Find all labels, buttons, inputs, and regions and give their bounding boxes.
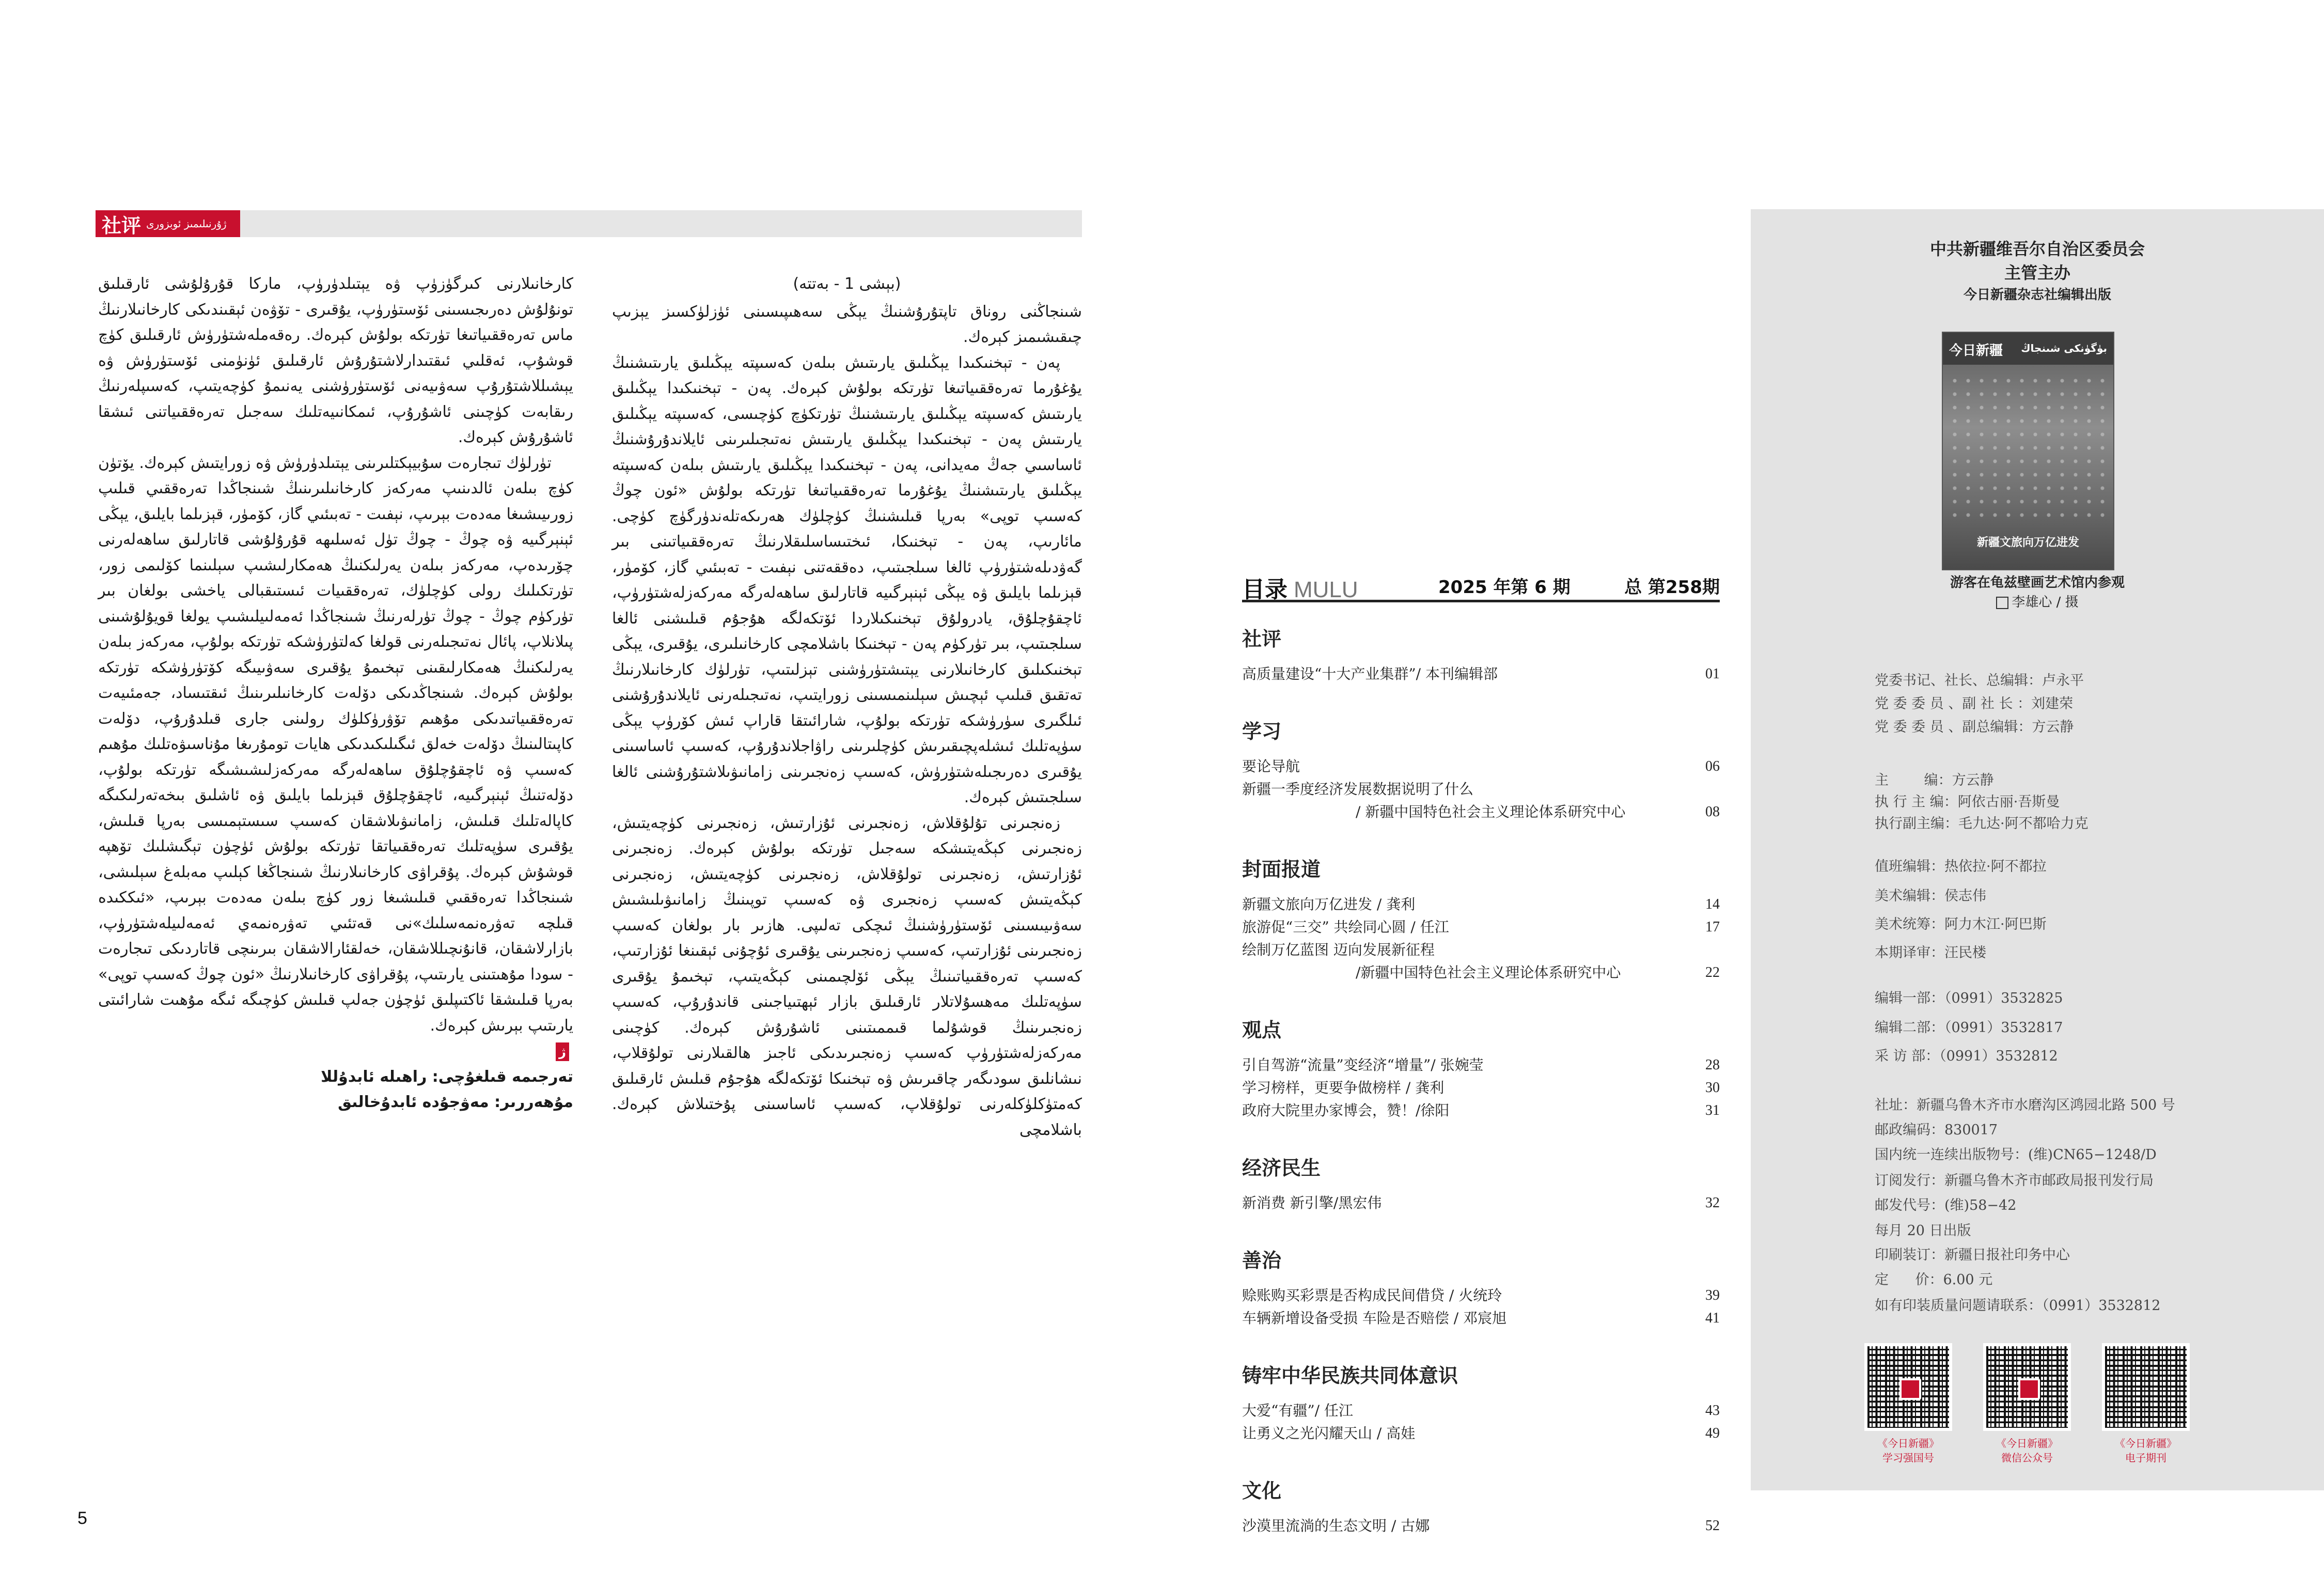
toc-entry-title: 让勇义之光闪耀天山 / 高娃 <box>1242 1425 1416 1442</box>
toc-entry[interactable] <box>1242 1284 1720 1307</box>
staff-line: 订阅发行：新疆乌鲁木齐市邮政局报刊发行局 <box>1875 1173 2154 1189</box>
end-mark-line <box>98 1038 573 1064</box>
staff-line: 编辑一部：（0991）3532825 <box>1875 990 2063 1006</box>
toc-total-issue: 总 第258期 <box>1624 577 1720 598</box>
cover-headline: 新疆文旅向万亿进发 <box>1976 536 2079 549</box>
staff-line: 定 价：6.00 元 <box>1875 1272 1993 1288</box>
toc-entry-title: 高质量建设“十大产业集群”/ 本刊编辑部 <box>1242 665 1498 682</box>
toc-entry-page: 43 <box>1705 1403 1720 1419</box>
org-line-2: 主管主办 <box>2004 263 2070 283</box>
toc-entry-title: 绘制万亿蓝图 迈向发展新征程 <box>1242 941 1435 958</box>
toc-entry-title: 政府大院里办家博会，赞！/徐阳 <box>1242 1102 1450 1119</box>
staff-line: 每月 20 日出版 <box>1875 1223 1971 1239</box>
toc-entry-title: 新疆一季度经济发展数据说明了什么 <box>1242 781 1474 798</box>
org-line-1: 中共新疆维吾尔自治区委员会 <box>1929 239 2145 259</box>
toc-entry-page: 32 <box>1705 1195 1720 1211</box>
staff-line: 社址：新疆乌鲁木齐市水磨沟区鸿园北路 500 号 <box>1875 1097 2175 1113</box>
table-of-contents <box>1242 571 1720 1534</box>
masthead-panel <box>1751 209 2324 1490</box>
staff-line: 编辑二部：（0991）3532817 <box>1875 1020 2063 1036</box>
staff-line: 党 委 委 员 、副 社 长 ：刘建荣 <box>1875 696 2074 712</box>
page-number: 5 <box>77 1508 87 1528</box>
toc-entry-title: 学习榜样，更要争做榜样 / 龚利 <box>1242 1079 1444 1096</box>
staff-line: 执 行 主 编：阿依古丽·吾斯曼 <box>1875 794 2060 810</box>
toc-section-title: 经济民生 <box>1242 1157 1321 1179</box>
toc-issue: 2025 年第 6 期 <box>1438 577 1571 598</box>
toc-entry-page: 30 <box>1705 1080 1720 1096</box>
cover-masthead-ug: بۈگۈنكى شىنجاڭ <box>2021 342 2107 354</box>
toc-entry-title: 车辆新增设备受损 车险是否赔偿 / 邓宸旭 <box>1242 1310 1507 1327</box>
cover-masthead <box>1943 333 2113 365</box>
toc-title-cn: 目录 <box>1242 577 1287 603</box>
article-paragraph: كارخانىلارنى كىرگۈزۈپ ۋە يېتىلدۈرۈپ، ماركا قۇرۇلۇشى ئارقىلىق تونۇلۇش دەرىجىسىنى ئۆستۈرۈپ، يۇقىرى - تۆۋەن ئېقىندىكى كارخانىلارنىڭ ماس تەرەققىياتىغا تۈرتكە بولۇش كېرەك. رەقەملەشتۈرۈش ئارقىلىق كۈچ قوشۇپ، ئەقلىي ئىقتىدارلاشتۇرۇش ئارقىلىق ئۈنۈمنى ئۆستۈرۈش ۋە يېشىللاشتۇرۇپ سەۋىيەنى ئۆستۈرۈشنى يەنىمۇ كۈچەيتىپ، كەسىپلەرنىڭ رىقابەت كۈچىنى ئاشۇرۇپ، ئىمكانىيەتلىك سەجىل تەرەققىياتنى ئىشقا ئاشۇرۇش كېرەك. <box>98 275 573 446</box>
toc-entry[interactable] <box>1242 778 1720 801</box>
article-paragraph: پەن - تېخنىكىدا يېڭىلىق يارىتىش بىلەن كەسىپتە يېڭىلىق يارىتىشنىڭ يۇغۇرما تەرەققىياتىغا تۈرتكە بولۇش كېرەك. پەن - تېخنىكىدا يېڭىلىق يارىتىش كەسىپتە يېڭىلىق يارىتىشنىڭ تۈرتكۈچ كۈچىسى، كەسىپتە يېڭىلىق يارىتىش پەن - تېخنىكىدا يېڭىلىق يارىتىش نەتىجىلىرىنى ئايلاندۇرۇشنىڭ ئاساسىي جەڭ مەيدانى، پەن - تېخنىكىدا يېڭىلىق يارىتىش بىلەن كەسىپتە يېڭىلىق يارىتىشنىڭ يۇغۇرما تەرەققىياتىغا تۈرتكە بولۇش «ئون چوڭ كەسىپ توپى» بەرپا قىلىشنىڭ كۈچلۈك ھەرىكەتلەندۈرگۈچ كۈچى. مائارىپ، پەن - تېخنىكا، ئىختىساسلىقلارنىڭ تەرەققىياتىنى بىر گەۋدىلەشتۈرۈپ ئالغا سىلجىتىپ، دەققەتنى نېفىت - تەبىئىي گاز، كۆمۈر، قېزىلما بايلىق ۋە يېڭى ئېنېرگىيە قاتارلىق ساھەلەرگە مەركەزلەشتۈرۈپ، ئاچقۇچلۇق، يادرولۇق تېخنىكىلاردا ئۆتكەلگە ھۇجۇم قىلىشنى ئالغا سىلجىتىپ، بىر تۈركۈم پەن - تېخنىكا باشلامچى كارخانىلىرى، يۇقىرى، يېڭى تېخنىكىلىق كارخانىلارنى يېتىشتۈرۈشنى تېزلىتىپ، تۈرلۈك كارخانىلارنىڭ تەتقىق قىلىپ ئېچىش سېلىنمىسىنى زورايتىپ، نەتىجىلەرنى ئايلاندۇرۇشنى ئىلگىرى سۈرۈشكە تۈرتكە بولۇپ، شارائىتقا قاراپ ئىش كۆرۈپ يېڭى سۈپەتلىك ئىشلەپچىقىرىش كۈچلىرىنى راۋاجلاندۇرۇپ، كەسىپ ئاساسىنى يۇقىرى دەرىجىلەشتۈرۈش، كەسىپ زەنجىرىنى زامانىۋىلاشتۇرۇشنى ئالغا سىلجىتىش كېرەك. <box>612 353 1082 806</box>
qr-code-wechat[interactable] <box>1983 1343 2071 1431</box>
article-paragraph: تۈرلۈك تىجارەت سۇبيېكتلىرىنى يېتىلدۈرۈش ۋە زورايتىش كېرەك. يۆتۈن كۈچ بىلەن ئالدىنىپ مەركەز كارخانىلىرىنىڭ شىنجاڭدا تەرەققىي قىلىپ زورىيىشىغا مەدەت بېرىپ، نېفىت - تەبىئىي گاز، كۆمۈر، قېزىلما بايلىق، يېڭى ئېنېرگىيە ۋە چوڭ - چوڭ تۈل ئەسلىھە قۇرۇلۇشى قاتارلىق ساھەلەرنى چۆرىدەپ، مەركەز بىلەن يەرلىكنىڭ ھەمكارلىشىپ سېلىنما كۆلىمى زور، تۈرتكىلىك رولى كۈچلۈك، تەرەققىيات ئىستىقبالى ياخشى بولغان بىر تۈركۈم چوڭ - چوڭ تۈرلەرنىڭ شىنجاڭدا ئەمەلىيلىشىپ يولغا قويۇلۇشىنى پىلانلاپ، پائال نەتىجىلەرنى قولغا كەلتۈرۈشكە تۈرتكە بولۇپ، مەركەز بىلەن يەرلىكنىڭ ھەمكارلىقىنى تېخىمۇ يۇقىرى سەۋىيىگە كۆتۈرۈشكە تۈرتكە بولۇش كېرەك. شىنجاڭدىكى دۆلەت كارخانىلىرىنىڭ ئىقتىساد، جەمئىيەت تەرەققىياتىدىكى مۇھىم تۆۋرۈكلۈك رولىنى جارى قىلدۇرۇپ، دۆلەت كاپىتالىنىڭ دۆلەت خەلق ئىگىلىكىدىكى ھايات تومۇرىغا مۇناسىۋەتلىك مۇھىم كەسىپ ۋە ئاچقۇچلۇق ساھەلەرگە مەركەزلىشىشىگە تۈرتكە بولۇپ، دۆلەتنىڭ ئېنېرگىيە، ئاچقۇچلۇق قېزىلما بايلىق ۋە ئاشلىق بىخەتەرلىكىگە كاپالەتلىك قىلىش، زامانىۋىلاشقان كەسىپ سىستېمىسى بەرپا قىلىش، يۇقىرى سۈپەتلىك تەرەققىياتقا تۈرتكە بولۇش ئۈچۈن تېگىشلىك تۆھپە قوشۇش كېرەك. پۇقراۋى كارخانىلارنىڭ شىنجاڭغا كېلىپ مەبلەغ سېلىشى، شىنجاڭدا تەرەققىي قىلىشىغا زور كۈچ بىلەن مەدەت بېرىپ، «ئىككىدە قىلچە تەۋرەنمەسلىك»نى قەتئىي تەۋرەنمەي ئەمەلىيلەشتۈرۈپ، بازارلاشقان، قانۇنچىللاشقان، خەلقئارالاشقان بىرىنچى قاتاردىكى تىجارەت - سودا مۇھىتىنى يارىتىپ، پۇقراۋى كارخانىلارنىڭ «ئون چوڭ كەسىپ توپى» بەرپا قىلىشقا ئاكتىپلىق ئۈچۈن جەلپ قىلىش كۈچىگە ئىگە مۇھىت شارائىتى يارىتىپ بېرىش كېرەك. <box>98 454 573 1035</box>
toc-entry-title: 要论导航 <box>1242 758 1300 775</box>
staff-line: 执行副主编：毛九达·阿不都哈力克 <box>1875 816 2089 832</box>
section-header-bar <box>96 210 1082 237</box>
toc-entry[interactable] <box>1242 1399 1720 1422</box>
qr-code-xuexi[interactable] <box>1864 1343 1952 1431</box>
camera-square-icon <box>1996 597 2008 609</box>
staff-line: 国内统一连续出版物号：(维)CN65−1248/D <box>1875 1147 2157 1163</box>
toc-section-title: 封面报道 <box>1242 858 1321 881</box>
staff-line: 邮发代号：(维)58−42 <box>1875 1197 2017 1213</box>
toc-entry-page: 14 <box>1705 896 1720 912</box>
staff-line: 印刷装订：新疆日报社印务中心 <box>1875 1247 2070 1263</box>
qr-code-ejournal[interactable] <box>2102 1343 2190 1431</box>
toc-entry[interactable] <box>1242 961 1720 984</box>
toc-entry-page: 49 <box>1705 1425 1720 1441</box>
staff-line: 值班编辑：热依拉·阿不都拉 <box>1875 859 2047 875</box>
toc-entry-title: 新消费 新引擎/黑宏伟 <box>1242 1194 1382 1211</box>
staff-line: 美术编辑：侯志伟 <box>1875 888 1986 904</box>
article-column-left <box>98 271 573 1501</box>
toc-entry-page: 17 <box>1705 919 1720 935</box>
qr-label-title: 《今日新疆》 <box>1877 1437 1939 1450</box>
toc-entry-title: / 新疆中国特色社会主义理论体系研究中心 <box>1356 803 1626 820</box>
toc-entry[interactable] <box>1242 663 1720 686</box>
editor-credit: مۇھەررىر: مەۋجۇدە ئابدۇخالىق <box>338 1093 573 1111</box>
cover-photographer <box>1751 591 2324 611</box>
staff-line: 党委书记、社长、总编辑：卢永平 <box>1875 673 2084 689</box>
toc-entry[interactable] <box>1242 1515 1720 1537</box>
toc-header <box>1242 571 1720 602</box>
toc-entry-page: 39 <box>1705 1287 1720 1303</box>
toc-entry-page: 31 <box>1705 1102 1720 1118</box>
toc-entry-title: 旅游促“三交” 共绘同心圆 / 任江 <box>1242 918 1449 936</box>
qr-label-ejournal <box>2089 1436 2203 1465</box>
article-column-right <box>612 271 1082 1501</box>
toc-section-title: 学习 <box>1242 720 1282 743</box>
continuation-note: (بېشى 1 - بەتتە) <box>793 275 901 293</box>
toc-entry-page: 22 <box>1705 964 1720 980</box>
toc-entry-title: 沙漠里流淌的生态文明 / 古娜 <box>1242 1517 1430 1534</box>
toc-section-title: 观点 <box>1242 1019 1282 1041</box>
toc-entry-page: 28 <box>1705 1057 1720 1073</box>
staff-line: 本期译审：汪民楼 <box>1875 945 1986 961</box>
staff-line: 党 委 委 员 、副总编辑：方云静 <box>1875 719 2074 735</box>
staff-line: 主 编：方云静 <box>1875 772 1994 788</box>
toc-entry-page: 06 <box>1705 758 1720 774</box>
article-paragraph: زەنجىرنى تۇلۇقلاش، زەنجىرنى ئۇزارتىش، زەنجىرنى كۈچەيتىش، زەنجىرنى كېڭەيتىشكە سەجىل تۈرتكە بولۇش كېرەك. زەنجىرنى ئۇزارتىش، زەنجىرنى تولۇقلاش، زەنجىرنى كۈچەيتىش، زەنجىرنى كېڭەيتىش كەسىپ زەنجىرى ۋە كەسىپ توپىنىڭ زامانىۋىلىشىش سەۋىيىسىنى ئۆستۈرۈشنىڭ ئىچكى تەلىپى. ھازىر بار بولغان كەسىپ زەنجىرىنى ئۇزارتىپ، كەسىپ زەنجىرىنى يۇقىرى ئۇچۇنى ئېقىنغا ئۇزارتىپ، كەسىپ تەرەققىياتىنىڭ يېڭى ئۆلچىمىنى كېڭەيتىپ، تېخىمۇ يۇقىرى سۈپەتلىك مەھسۇلاتلار ئارقىلىق بازار ئېھتىياجىنى قاندۇرۇپ، كەسىپ زەنجىرىنىڭ قوشۇلما قىممىتىنى ئاشۇرۇش كېرەك. كۈچىنى مەركەزلەشتۈرۈپ كەسىپ زەنجىرىدىكى ئاجىز ھالقىلارنى تولۇقلاپ، نىشانلىق سودىگەر چاقىرىش ۋە تېخنىكا ئۆتكەلگە ھۇجۇم قىلىش ئارقىلىق كەمتۈكلۈكلەرنى تولۇقلاپ، كەسىپ ئاساسىنى پۇختىلاش كېرەك. باشلامچى <box>612 814 1082 1139</box>
qr-label-title: 《今日新疆》 <box>2115 1437 2177 1450</box>
toc-entry-page: 52 <box>1705 1518 1720 1534</box>
qr-logo-icon <box>1899 1378 1921 1400</box>
section-tag-ug: ژۇرنىلىمىز ئوبزورى <box>146 217 227 230</box>
toc-title-en: MULU <box>1294 577 1358 602</box>
qr-label-wechat <box>1970 1436 2084 1465</box>
section-tag-cn: 社评 <box>102 213 142 237</box>
toc-title <box>1242 571 1358 604</box>
toc-entry-title: 引自驾游“流量”变经济“增量”/ 张婉莹 <box>1242 1056 1484 1073</box>
cover-masthead-cn: 今日新疆 <box>1949 343 2003 359</box>
toc-entry[interactable] <box>1242 939 1720 961</box>
staff-line: 采 访 部：（0991）3532812 <box>1875 1048 2058 1064</box>
toc-entry[interactable] <box>1242 1307 1720 1330</box>
toc-entry-title: 赊账购买彩票是否构成民间借贷 / 火统玲 <box>1242 1287 1502 1304</box>
toc-entry[interactable] <box>1242 1099 1720 1122</box>
cover-caption: 游客在龟兹壁画艺术馆内参观 <box>1950 575 2125 590</box>
toc-entry-page: 01 <box>1705 666 1720 682</box>
toc-entry[interactable] <box>1242 1192 1720 1215</box>
toc-section-title: 善治 <box>1242 1249 1282 1272</box>
toc-entry-page: 08 <box>1705 804 1720 820</box>
qr-label-subtitle: 微信公众号 <box>2001 1452 2053 1464</box>
toc-entry[interactable] <box>1242 801 1720 823</box>
toc-section-title: 铸牢中华民族共同体意识 <box>1242 1364 1458 1387</box>
qr-label-xuexi <box>1851 1436 1965 1465</box>
toc-section-title: 社评 <box>1242 628 1282 650</box>
toc-entry[interactable] <box>1242 893 1720 916</box>
toc-entry[interactable] <box>1242 755 1720 778</box>
section-tag <box>96 210 240 237</box>
cover-photo-pattern <box>1948 374 2108 519</box>
article-paragraph: شىنجاڭنى روناق تاپتۇرۇشنىڭ يېڭى سەھىپىسىنى ئۈزلۈكسىز يېزىپ چىقىشىمىز كېرەك. <box>612 302 1082 346</box>
toc-entry-title: 新疆文旅向万亿进发 / 龚利 <box>1242 896 1416 913</box>
qr-label-subtitle: 电子期刊 <box>2125 1452 2166 1464</box>
translator-credit: تەرجىمە قىلغۇچى: راھىلە ئابدۇللا <box>321 1067 573 1086</box>
cover-image <box>1942 332 2114 570</box>
toc-sections <box>1242 623 1720 1537</box>
toc-entry-title: /新疆中国特色社会主义理论体系研究中心 <box>1356 964 1621 981</box>
toc-entry-title: 大爱“有疆”/ 任江 <box>1242 1402 1353 1419</box>
org-line-3: 今日新疆杂志社编辑出版 <box>1963 287 2111 303</box>
toc-entry[interactable] <box>1242 916 1720 939</box>
end-mark-icon: ژ <box>556 1042 569 1061</box>
staff-line: 如有印装质量问题请联系：（0991）3532812 <box>1875 1298 2161 1314</box>
staff-line: 邮政编码：830017 <box>1875 1122 1998 1138</box>
staff-line: 美术统筹：阿力木江·阿巴斯 <box>1875 916 2047 932</box>
cover-photographer-text: 李雄心 / 摄 <box>2012 595 2079 610</box>
qr-label-subtitle: 学习强国号 <box>1882 1452 1934 1464</box>
toc-entry[interactable] <box>1242 1077 1720 1099</box>
qr-label-title: 《今日新疆》 <box>1996 1437 2058 1450</box>
toc-entry-page: 41 <box>1705 1310 1720 1326</box>
toc-section-title: 文化 <box>1242 1480 1282 1502</box>
toc-entry[interactable] <box>1242 1422 1720 1445</box>
toc-entry[interactable] <box>1242 1054 1720 1077</box>
qr-logo-icon <box>2018 1378 2040 1400</box>
